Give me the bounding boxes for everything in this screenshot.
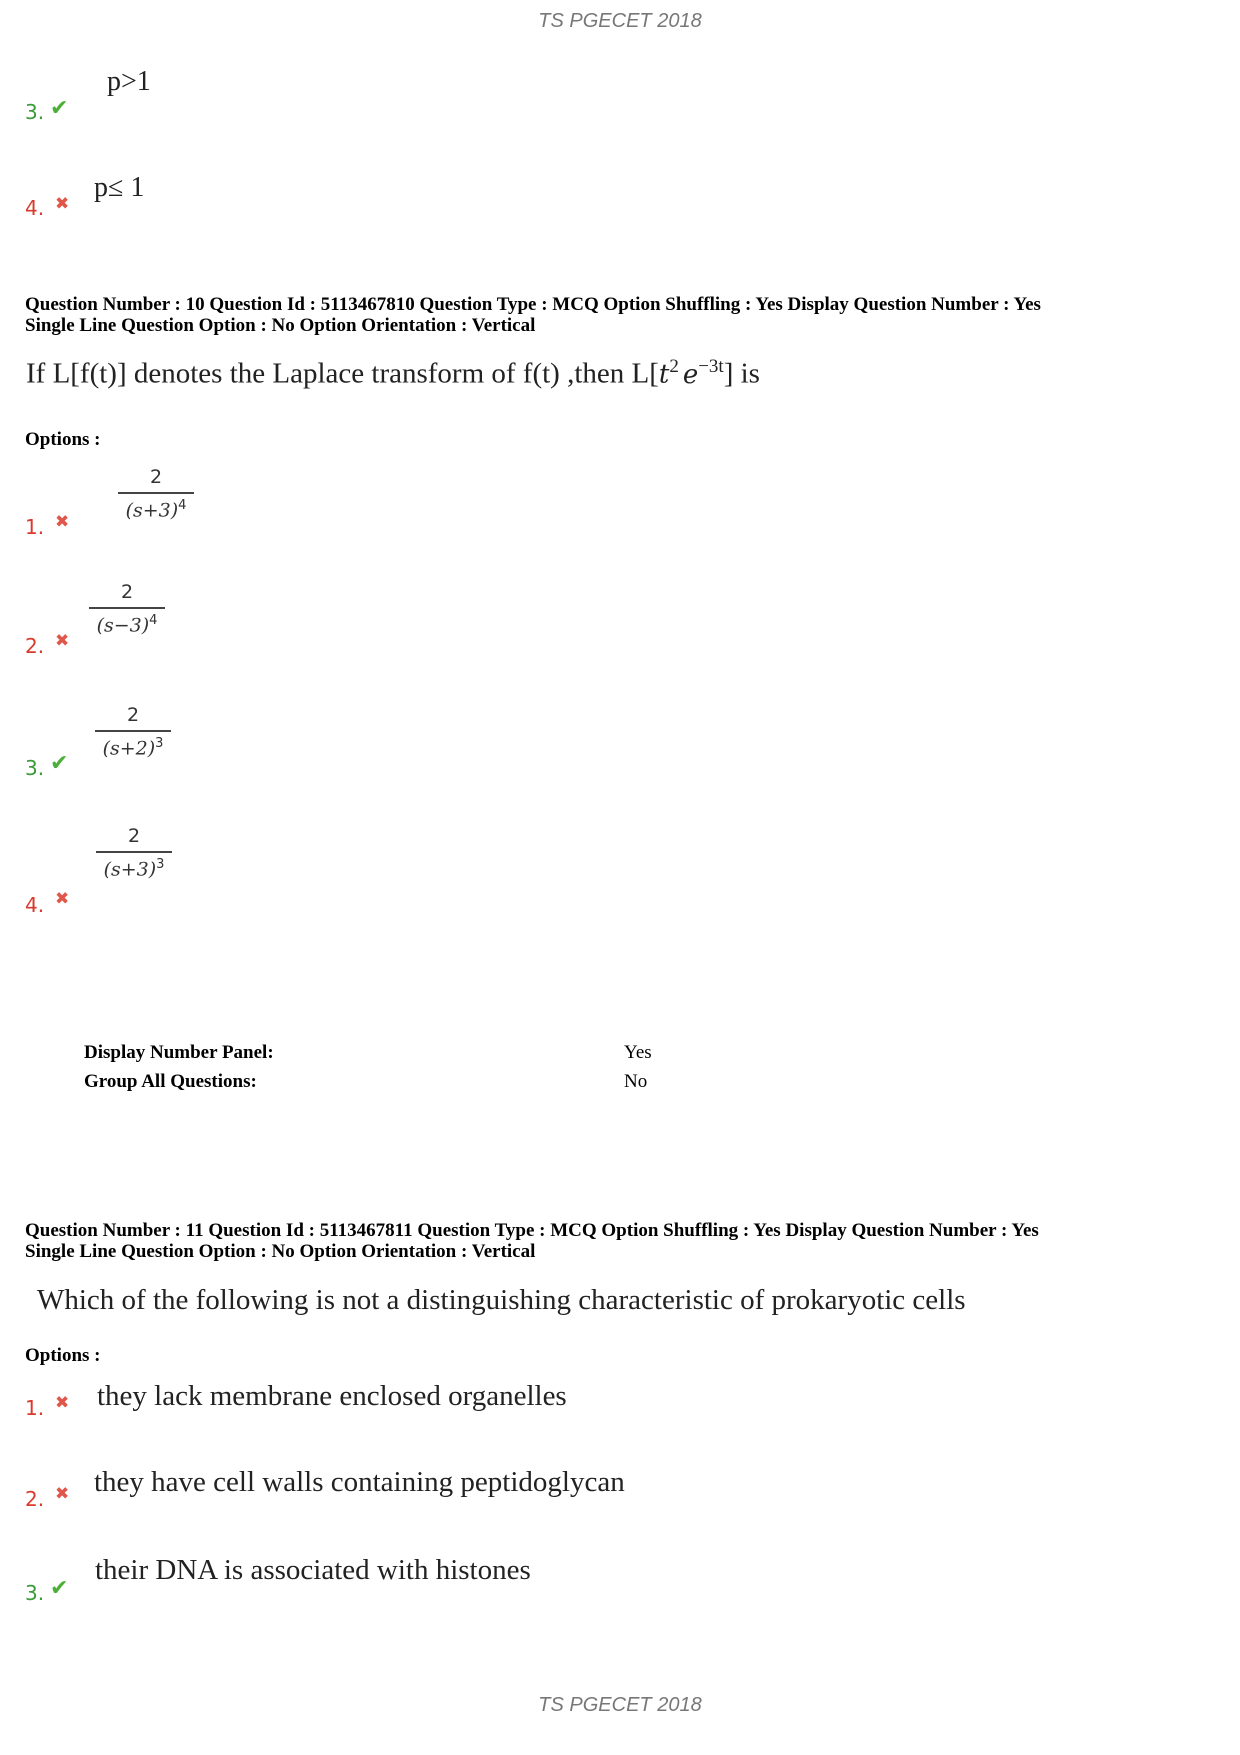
question-text-suffix: ] is — [723, 357, 760, 390]
question-meta: Question Number : 10 Question Id : 5113467810 Question Type : MCQ Option Shuffling : Yes Display Question Number : Yes — [25, 294, 1041, 315]
denominator-base: (s−3) — [96, 614, 150, 637]
option-fraction — [95, 704, 171, 759]
denominator-base: (s+2) — [102, 737, 156, 760]
fraction-denominator — [118, 494, 194, 521]
question-meta: Single Line Question Option : No Option Orientation : Vertical — [25, 1241, 536, 1262]
fraction-numerator: 2 — [149, 466, 163, 488]
option-fraction — [96, 825, 172, 880]
math-exponent: 2 — [669, 356, 679, 377]
wrong-cross-icon: ✖ — [55, 1393, 70, 1413]
page-footer: TS PGECET 2018 — [538, 1694, 702, 1716]
fraction-numerator: 2 — [126, 704, 140, 726]
fraction-numerator: 2 — [127, 825, 141, 847]
option-number: 3. — [25, 1581, 45, 1605]
option-text: p>1 — [107, 66, 151, 97]
display-number-panel-label: Display Number Panel: — [84, 1042, 274, 1063]
option-number: 3. — [25, 756, 45, 780]
option-text: p≤ 1 — [94, 172, 145, 203]
page-header: TS PGECET 2018 — [538, 10, 702, 32]
fraction-denominator — [89, 609, 165, 636]
denominator-exponent: 3 — [155, 736, 164, 751]
question-text: Which of the following is not a distinguishing characteristic of prokaryotic cells — [37, 1284, 966, 1316]
option-number: 1. — [25, 515, 45, 539]
fraction-denominator — [96, 853, 172, 880]
correct-check-icon: ✔ — [50, 1576, 69, 1601]
denominator-exponent: 4 — [178, 498, 187, 513]
option-number: 4. — [25, 893, 45, 917]
denominator-exponent: 3 — [156, 857, 165, 872]
denominator-base: (s+3) — [125, 499, 179, 522]
question-meta: Single Line Question Option : No Option Orientation : Vertical — [25, 315, 536, 336]
option-fraction — [118, 466, 194, 521]
question-text — [26, 356, 760, 391]
wrong-cross-icon: ✖ — [55, 1484, 70, 1504]
option-text: they lack membrane enclosed organelles — [97, 1380, 567, 1412]
display-number-panel-value: Yes — [624, 1042, 652, 1063]
fraction-numerator: 2 — [120, 581, 134, 603]
option-number: 3. — [25, 100, 45, 124]
options-label: Options : — [25, 429, 101, 450]
option-number: 2. — [25, 634, 45, 658]
denominator-exponent: 4 — [149, 613, 158, 628]
question-text-prefix: If L[f(t)] denotes the Laplace transform of f(t) ,then L[ — [26, 357, 659, 390]
math-t: t — [658, 359, 670, 390]
option-number: 1. — [25, 1396, 45, 1420]
option-fraction — [89, 581, 165, 636]
options-label: Options : — [25, 1345, 101, 1366]
question-meta: Question Number : 11 Question Id : 5113467811 Question Type : MCQ Option Shuffling : Yes Display Question Number : Yes — [25, 1220, 1039, 1241]
wrong-cross-icon: ✖ — [55, 194, 70, 214]
option-text: they have cell walls containing peptidoglycan — [94, 1466, 625, 1498]
denominator-base: (s+3) — [103, 858, 157, 881]
option-text: their DNA is associated with histones — [95, 1554, 531, 1586]
group-all-questions-label: Group All Questions: — [84, 1071, 257, 1092]
option-number: 4. — [25, 196, 45, 220]
math-e: e — [682, 359, 699, 390]
wrong-cross-icon: ✖ — [55, 889, 70, 909]
wrong-cross-icon: ✖ — [55, 631, 70, 651]
fraction-denominator — [95, 732, 171, 759]
correct-check-icon: ✔ — [50, 96, 69, 121]
wrong-cross-icon: ✖ — [55, 512, 70, 532]
group-all-questions-value: No — [624, 1071, 648, 1092]
math-exponent: −3t — [698, 356, 724, 377]
option-number: 2. — [25, 1487, 45, 1511]
correct-check-icon: ✔ — [50, 751, 69, 776]
